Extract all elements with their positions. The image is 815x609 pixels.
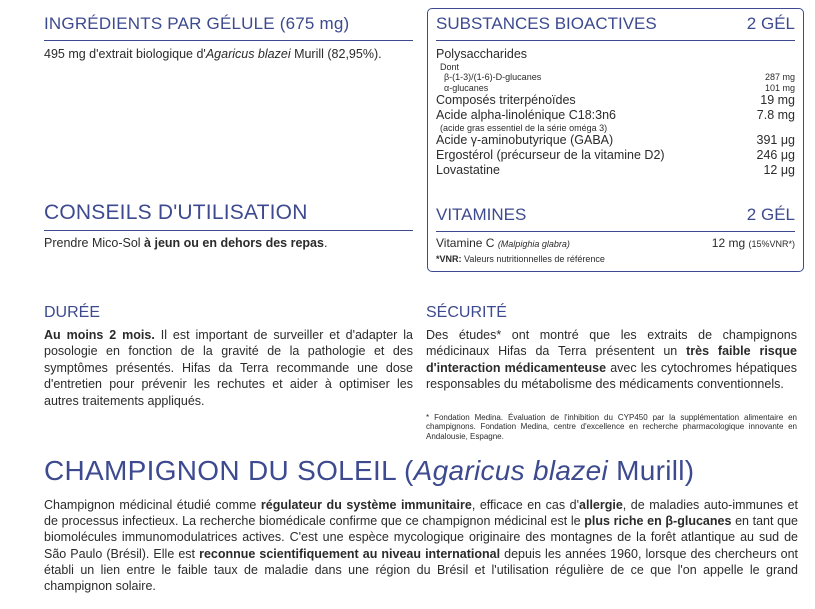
substance-label: Polysaccharides xyxy=(436,47,528,61)
usage-text-part: . xyxy=(323,236,328,250)
substance-value: 101 mg xyxy=(764,82,795,93)
list-item xyxy=(436,83,795,93)
vitamins-header xyxy=(436,205,795,225)
safety-footnote: * Fondation Medina. Évaluation de l'inhibition du CYP450 par la supplémentation alimentaire en champignons. Fondation Medina, centre d'excellence en recherche pharmacologique innovante en Andalousie, Espagne. xyxy=(426,413,797,441)
ingredients-title: INGRÉDIENTS PAR GÉLULE (675 mg) xyxy=(44,14,350,33)
body-text: , de maladies auto-immunes et de processus infectieux. La recherche biomédicale confirme que ce champignon médicinal est le xyxy=(44,498,798,529)
section-title-part: Murill) xyxy=(608,455,695,486)
ingredients-divider xyxy=(44,40,413,41)
substances-divider xyxy=(436,40,795,41)
body-emphasis: régulateur du système immunitaire xyxy=(260,498,472,512)
vitamin-c-value: 12 mg xyxy=(711,236,749,250)
ingredients-text xyxy=(44,47,413,62)
substance-label: Acide γ-aminobutyrique (GABA) xyxy=(436,133,614,148)
usage-text xyxy=(44,236,413,251)
vitamin-c-label xyxy=(436,236,570,250)
usage-emphasis: à jeun ou en dehors des repas xyxy=(144,236,324,250)
substance-label: Lovastatine xyxy=(436,162,500,177)
duration-title: DURÉE xyxy=(44,304,101,321)
vitamin-c-amount xyxy=(712,236,795,250)
section-body xyxy=(44,497,798,594)
ingredients-text-part: Murill (82,95%). xyxy=(290,47,382,61)
substance-label: Acide alpha-linolénique C18:3n6 xyxy=(436,107,616,122)
substances-header xyxy=(436,14,795,34)
usage-text-part: Prendre Mico-Sol xyxy=(44,236,145,250)
body-text: , efficace en cas d' xyxy=(471,498,580,512)
vitamin-c-source: (Malpighia glabra) xyxy=(497,239,570,249)
list-note: (acide gras essentiel de la série oméga 3) xyxy=(440,122,608,133)
vitamins-divider xyxy=(436,231,795,232)
vnr-note-text: Valeurs nutritionnelles de référence xyxy=(461,254,605,264)
substance-value: 391 μg xyxy=(756,133,795,148)
vnr-note-label: *VNR: xyxy=(436,254,462,264)
body-text: en tant que biomolécules immunomodulatrices actives. C'est une espèce mycologique originaire des montagnes de la forêt atlantique au sud de São Paulo (Brésil). Elle est xyxy=(44,514,799,561)
section-title-part: CHAMPIGNON DU SOLEIL ( xyxy=(44,455,414,486)
body-emphasis: plus riche en β-glucanes xyxy=(584,514,732,529)
vnr-note xyxy=(436,254,605,264)
list-item xyxy=(436,93,795,108)
body-text: depuis les années 1960, lorsque des chercheurs ont établi un lien entre le faible taux de maladie dans une région du Brésil et l'utilisation régulière de ce que l'on appelle le grand champignon solaire. xyxy=(44,546,799,594)
substance-label: β-(1-3)/(1-6)-D-glucanes xyxy=(444,72,542,83)
safety-text xyxy=(426,327,797,393)
list-item xyxy=(436,108,795,123)
substance-value: 12 μg xyxy=(763,162,795,177)
species-name: Agaricus blazei xyxy=(205,47,291,61)
body-text: Champignon médicinal étudié comme xyxy=(44,498,261,512)
duration-emphasis: Au moins 2 mois. xyxy=(44,328,155,342)
vitamins-title: VITAMINES xyxy=(436,205,527,224)
substances-dose: 2 GÉL xyxy=(746,14,795,33)
usage-divider xyxy=(44,230,413,231)
vitamin-c-name: Vitamine C xyxy=(436,236,498,250)
list-item xyxy=(436,72,795,82)
list-item xyxy=(436,148,795,163)
substance-label: α-glucanes xyxy=(444,82,489,93)
section-title xyxy=(44,455,694,487)
duration-text xyxy=(44,327,413,409)
vitamin-c-vnr: (15%VNR*) xyxy=(748,239,795,249)
substance-value: 246 μg xyxy=(756,148,795,162)
vitamins-dose: 2 GÉL xyxy=(746,205,795,224)
safety-title: SÉCURITÉ xyxy=(426,304,507,321)
substance-label: Composés triterpénoïdes xyxy=(436,93,576,108)
list-note: Dont xyxy=(440,61,460,72)
ingredients-text-part: 495 mg d'extrait biologique d' xyxy=(44,47,206,61)
substances-title: SUBSTANCES BIOACTIVES xyxy=(436,14,657,33)
substance-value: 287 mg xyxy=(764,72,795,83)
body-emphasis: reconnue scientifiquement au niveau international xyxy=(199,546,501,561)
list-item xyxy=(436,133,795,148)
list-item xyxy=(436,163,795,178)
safety-text-part: Des études* ont montré que les extraits de champignons médicinaux Hifas da Terra présentent un xyxy=(426,328,797,359)
safety-text-part: avec les cytochromes hépatiques responsables du métabolisme des médicaments conventionnels. xyxy=(426,360,797,392)
safety-emphasis: très faible risque d'interaction médicamenteuse xyxy=(426,344,797,375)
vitamin-c-row xyxy=(436,236,795,250)
body-emphasis: allergie xyxy=(579,498,623,512)
list-item xyxy=(436,47,795,62)
usage-title: CONSEILS D'UTILISATION xyxy=(44,201,308,224)
substance-label: Ergostérol (précurseur de la vitamine D2) xyxy=(436,148,665,162)
substances-list xyxy=(436,47,795,178)
substance-value: 7.8 mg xyxy=(756,107,795,122)
duration-body: Il est important de surveiller et d'adapter la posologie en fonction de la gravité de la pathologie et des symptômes présentés. Hifas da Terra recommande une dose d'entretien pour prévenir les rechutes et aider à optimiser les autres traitements appliqués. xyxy=(44,328,413,408)
substance-value: 19 mg xyxy=(760,93,795,108)
section-title-species: Agaricus blazei xyxy=(413,455,608,486)
